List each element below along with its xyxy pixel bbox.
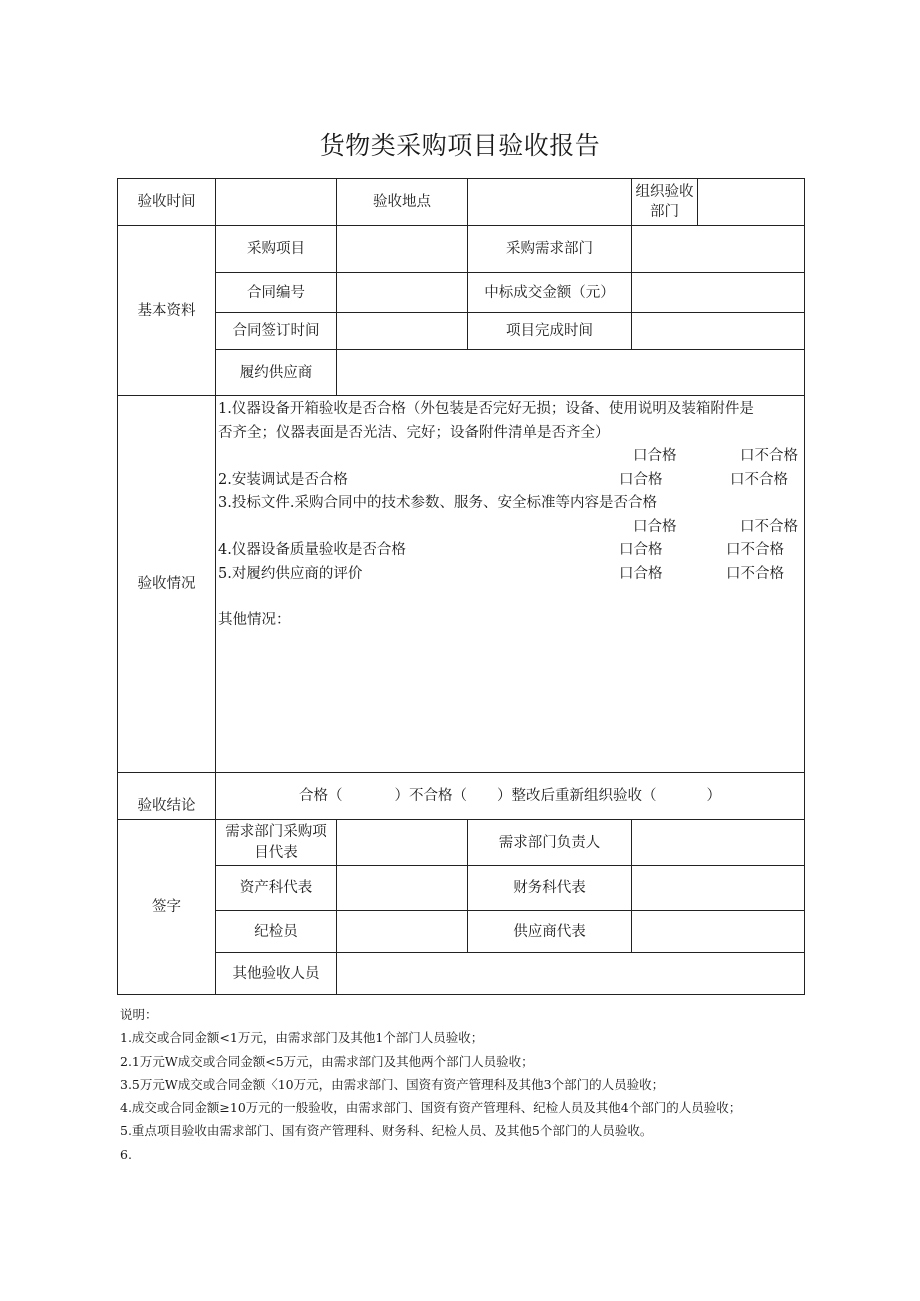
conclusion-close: ） bbox=[706, 788, 721, 804]
item5-fail-checkbox[interactable]: 口不合格 bbox=[726, 565, 784, 582]
conclusion-rework[interactable]: ）整改后重新组织验收（ bbox=[497, 788, 657, 804]
item3-fail-checkbox[interactable]: 口不合格 bbox=[740, 518, 798, 535]
acceptance-form-table bbox=[117, 178, 805, 995]
finance-rep-sign[interactable] bbox=[632, 866, 805, 911]
conclusion-section-label: 验收结论 bbox=[118, 773, 216, 820]
supplier-rep-sign[interactable] bbox=[632, 911, 805, 953]
basic-row-supplier bbox=[118, 350, 805, 396]
item1-line2: 否齐全；仪器表面是否光洁、完好；设备附件清单是否齐全） bbox=[218, 424, 610, 441]
item5-pass-checkbox[interactable]: 口合格 bbox=[619, 565, 663, 582]
sign-row-2 bbox=[118, 866, 805, 911]
org-dept-value[interactable] bbox=[698, 179, 805, 226]
item2-pass-checkbox[interactable]: 口合格 bbox=[619, 471, 663, 488]
project-value[interactable] bbox=[337, 226, 468, 273]
complete-time-label: 项目完成时间 bbox=[468, 313, 632, 350]
demand-head-label: 需求部门负责人 bbox=[468, 820, 632, 866]
note-line: 5.重点项目验收由需求部门、国有资产管理科、财务科、纪检人员、及其他5个部门的人员验收。 bbox=[120, 1123, 653, 1139]
inspection-row bbox=[118, 396, 805, 773]
demand-head-sign[interactable] bbox=[632, 820, 805, 866]
org-dept-label bbox=[632, 179, 698, 226]
conclusion-options bbox=[216, 773, 805, 820]
sign-row-1 bbox=[118, 820, 805, 866]
conclusion-row bbox=[118, 773, 805, 820]
demand-dept-value[interactable] bbox=[632, 226, 805, 273]
note-line: 2.1万元W成交或合同金额<5万元，由需求部门及其他两个部门人员验收； bbox=[120, 1053, 534, 1069]
project-label: 采购项目 bbox=[216, 226, 337, 273]
demand-rep-label-line2: 目代表 bbox=[254, 844, 298, 861]
note-line: 1.成交或合同金额<1万元，由需求部门及其他1个部门人员验收； bbox=[120, 1030, 484, 1046]
finance-rep-label: 财务科代表 bbox=[468, 866, 632, 911]
asset-rep-label: 资产科代表 bbox=[216, 866, 337, 911]
sign-time-label: 合同签订时间 bbox=[216, 313, 337, 350]
demand-rep-label-line1: 需求部门采购项 bbox=[225, 823, 327, 840]
basic-info-section-label: 基本资料 bbox=[118, 226, 216, 396]
contract-no-value[interactable] bbox=[337, 273, 468, 313]
item3-options bbox=[218, 516, 800, 540]
org-dept-label-line1: 组织验收 bbox=[635, 184, 694, 200]
item4-text: 4.仪器设备质量验收是否合格 bbox=[218, 542, 406, 558]
inspection-place-value[interactable] bbox=[468, 179, 632, 226]
item3-text: 3.投标文件.采购合同中的技术参数、服务、安全标准等内容是否合格 bbox=[218, 495, 657, 511]
item2-text: 2.安装调试是否合格 bbox=[218, 471, 348, 488]
basic-row-contract bbox=[118, 273, 805, 313]
other-members-label: 其他验收人员 bbox=[216, 953, 337, 995]
item4-fail-checkbox[interactable]: 口不合格 bbox=[726, 542, 784, 558]
inspection-items bbox=[216, 396, 805, 773]
basic-row-dates bbox=[118, 313, 805, 350]
item1-fail-checkbox[interactable]: 口不合格 bbox=[740, 448, 798, 464]
contract-no-label: 合同编号 bbox=[216, 273, 337, 313]
supplier-label: 履约供应商 bbox=[216, 350, 337, 396]
inspector-sign[interactable] bbox=[337, 911, 468, 953]
inspector-label: 纪检员 bbox=[216, 911, 337, 953]
item5-text: 5.对履约供应商的评价 bbox=[218, 565, 363, 582]
note-line: 3.5万元W成交或合同金额〈10万元，由需求部门、国资有资产管理科及其他3个部门的人员验收； bbox=[120, 1076, 665, 1092]
signature-section-label: 签字 bbox=[118, 820, 216, 995]
page-title: 货物类采购项目验收报告 bbox=[319, 131, 601, 160]
note-line: 6. bbox=[120, 1146, 132, 1162]
amount-value[interactable] bbox=[632, 273, 805, 313]
header-row bbox=[118, 179, 805, 226]
complete-time-value[interactable] bbox=[632, 313, 805, 350]
sign-row-4 bbox=[118, 953, 805, 995]
notes-heading: 说明： bbox=[120, 1007, 158, 1022]
demand-rep-label bbox=[216, 820, 337, 866]
item3-pass-checkbox[interactable]: 口合格 bbox=[633, 518, 677, 535]
inspection-time-label: 验收时间 bbox=[118, 179, 216, 226]
amount-label: 中标成交金额（元） bbox=[468, 273, 632, 313]
supplier-rep-label: 供应商代表 bbox=[468, 911, 632, 953]
inspection-section-label: 验收情况 bbox=[118, 396, 216, 773]
sign-time-value[interactable] bbox=[337, 313, 468, 350]
demand-rep-sign[interactable] bbox=[337, 820, 468, 866]
basic-row-project bbox=[118, 226, 805, 273]
supplier-value[interactable] bbox=[337, 350, 805, 396]
item2-line bbox=[218, 469, 800, 493]
item2-fail-checkbox[interactable]: 口不合格 bbox=[730, 471, 788, 488]
note-line: 4.成交或合同金额≥10万元的一般验收，由需求部门、国资有资产管理科、纪检人员及其他4个部门的人员验收； bbox=[120, 1100, 742, 1116]
notes bbox=[120, 1003, 741, 1166]
inspection-time-value[interactable] bbox=[216, 179, 337, 226]
conclusion-fail[interactable]: ）不合格（ bbox=[394, 788, 467, 804]
item1-pass-checkbox[interactable]: 口合格 bbox=[633, 448, 677, 464]
other-members-sign[interactable] bbox=[337, 953, 805, 995]
demand-dept-label: 采购需求部门 bbox=[468, 226, 632, 273]
item1-line1: 1.仪器设备开箱验收是否合格（外包装是否完好无损；设备、使用说明及装箱附件是 bbox=[218, 401, 754, 417]
other-situation[interactable]: 其他情况： bbox=[218, 612, 291, 628]
conclusion-pass[interactable]: 合格（ bbox=[299, 788, 343, 804]
item5-line bbox=[218, 563, 800, 587]
inspection-place-label: 验收地点 bbox=[337, 179, 468, 226]
item3-line bbox=[218, 492, 800, 516]
item1-options bbox=[218, 445, 800, 469]
asset-rep-sign[interactable] bbox=[337, 866, 468, 911]
item4-line bbox=[218, 539, 800, 563]
sign-row-3 bbox=[118, 911, 805, 953]
item4-pass-checkbox[interactable]: 口合格 bbox=[619, 542, 663, 558]
org-dept-label-line2: 部门 bbox=[650, 204, 679, 220]
